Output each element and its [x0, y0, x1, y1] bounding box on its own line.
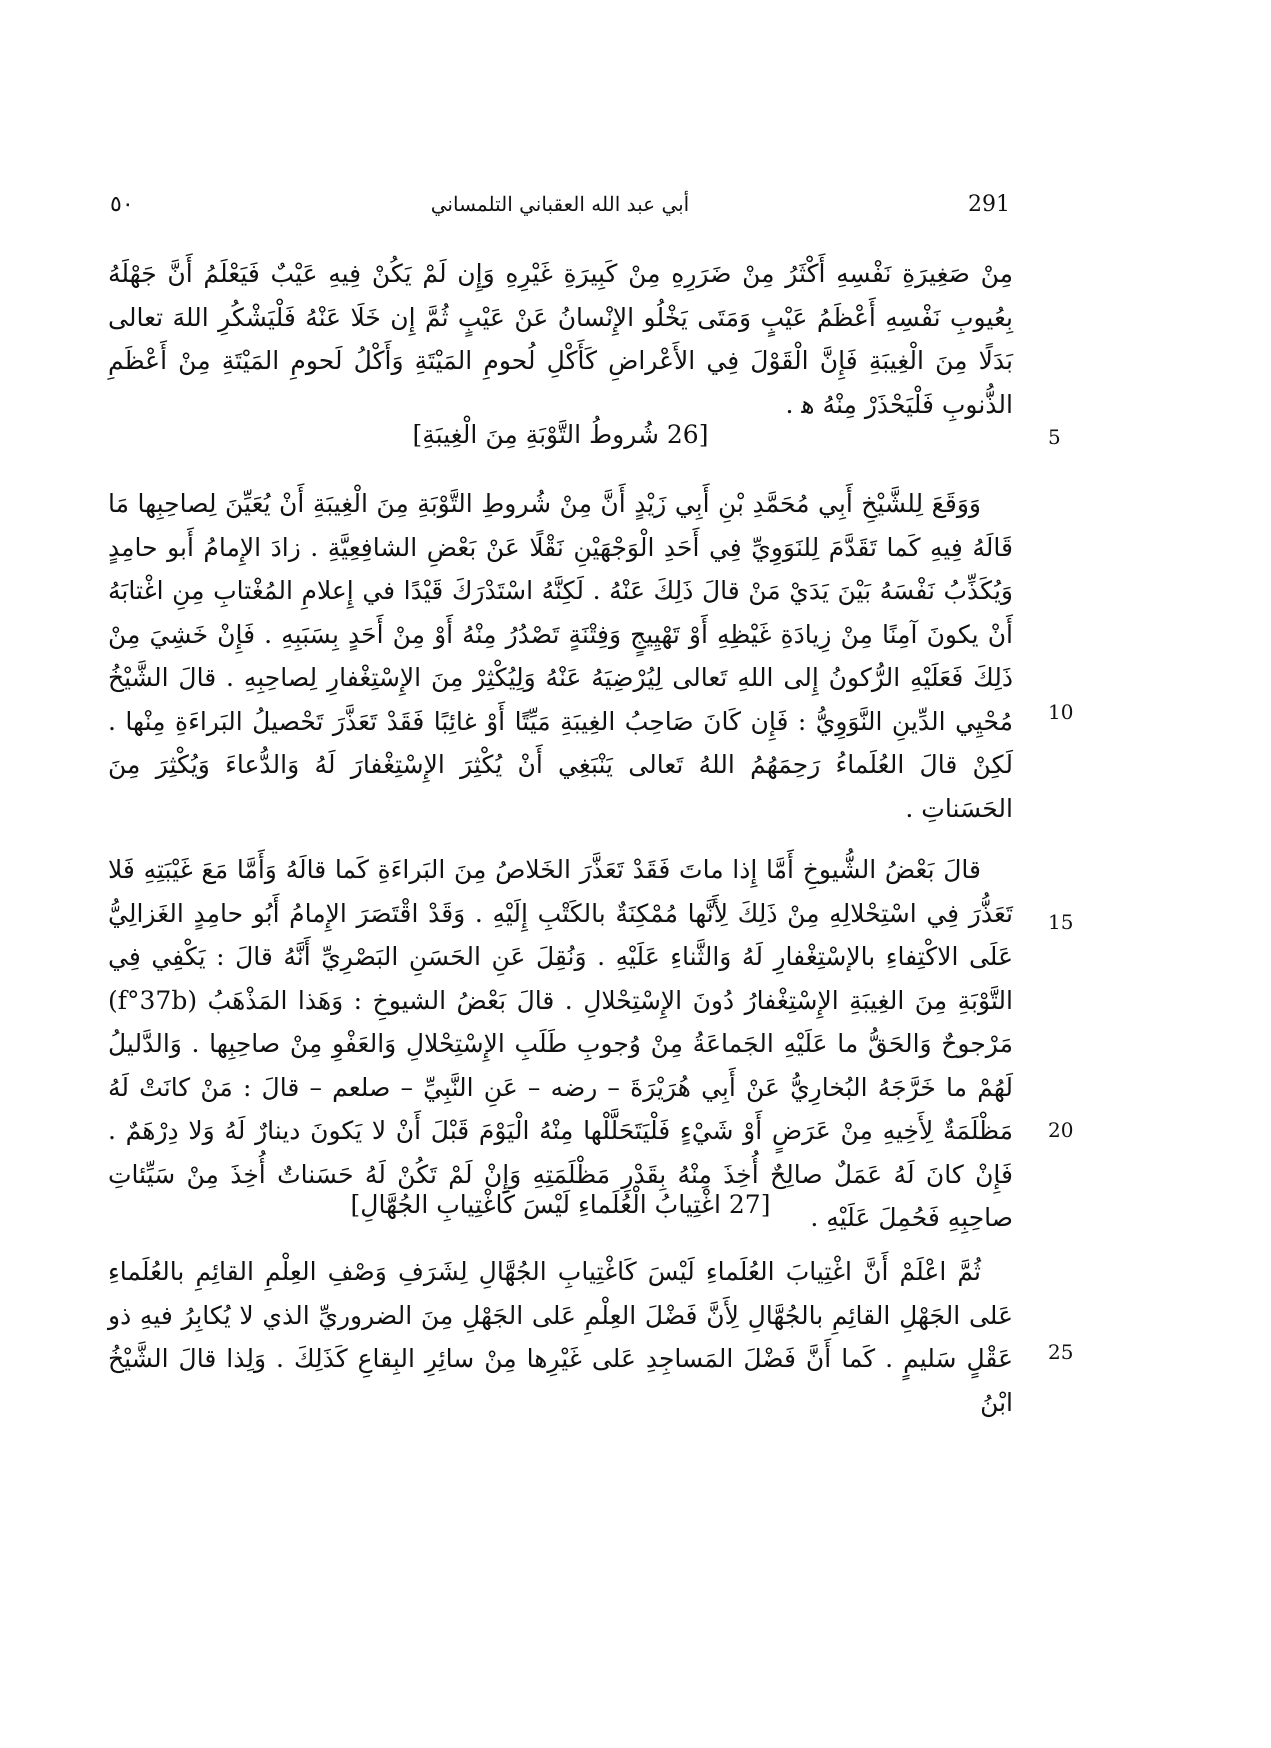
section-27-paragraph-1: ثُمَّ اعْلَمْ أَنَّ اغْتِيابَ العُلَماءِ لَيْسَ كَاغْتِيابِ الجُهَّالِ لِشَرَفِ وَصْفِ العِلْمِ القائِمِ بالعُلَماءِ عَلى الجَهْلِ القائِمِ بالجُهَّالِ لِأَنَّ فَضْلَ العِلْمِ عَلى الجَهْلِ مِنَ الضروريِّ الذي لا يُكابِرُ فيهِ ذو عَقْلٍ سَليمٍ . كَما أَنَّ فَضْلَ المَساجِدِ عَلى غَيْرِها مِنْ سائِرِ البِقاعِ كَذَلِكَ . وَلِذا قالَ الشَّيْخُ ابْنُ [108, 1257, 1013, 1417]
header-author: أبي عبد الله العقباني التلمساني [430, 192, 690, 216]
header-page-number: 291 [968, 192, 1010, 217]
line-number-10: 10 [1048, 700, 1074, 724]
line-number-15: 15 [1048, 910, 1074, 934]
section-26-paragraph-1: وَوَقَعَ لِلشَّيْخِ أَبِي مُحَمَّدِ بْنِ أَبِي زَيْدٍ أَنَّ مِنْ شُروطِ التَّوْبَةِ مِنَ الْغِيبَةِ أَنْ يُعَيِّنَ لِصاحِبِها مَا قَالَهُ فِيهِ كَما تَقَدَّمَ لِلنَوَوِيِّ فِي أَحَدِ الْوَجْهَيْنِ نَقْلًا عَنْ بَعْضِ الشافِعِيَّةِ . زادَ الإِمامُ أَبو حامِدٍ وَيُكَذِّبُ نَفْسَهُ بَيْنَ يَدَيْ مَنْ قالَ ذَلِكَ عَنْهُ . لَكِنَّهُ اسْتَدْرَكَ قَيْدًا في إِعلامِ المُغْتابِ مِنِ اغْتابَهُ أَنْ يكونَ آمِنًا مِنْ زِيادَةِ غَيْظِهِ أَوْ تَهْيِيجٍ وَفِتْنَةٍ تَصْدُرُ مِنْهُ أَوْ مِنْ أَحَدٍ بِسَبَبِهِ . فَإِنْ خَشِيَ مِنْ ذَلِكَ فَعَلَيْهِ الرُّكونُ إِلى اللهِ تَعالى لِيُرْضِيَهُ عَنْهُ وَلِيُكْثِرْ مِنَ الإِسْتِغْفارِ لِصاحِبِهِ . قالَ الشَّيْخُ مُحْيِي الدِّينِ النَّوَوِيُّ : فَإِن كَانَ صَاحِبُ الغِيبَةِ مَيِّتًا أَوْ غائِبًا فَقَدْ تَعَذَّرَ تَحْصيلُ البَراءَةِ مِنْها . لَكِنْ قالَ العُلَماءُ رَحِمَهُمُ اللهُ تَعالى يَنْبَغِي أَنْ يُكْثِرَ الإِسْتِغْفارَ لَهُ وَالدُّعاءَ وَيُكْثِرَ مِنَ الحَسَناتِ . [108, 489, 1013, 823]
section-26-body [108, 482, 1013, 1240]
line-number-20: 20 [1048, 1118, 1074, 1142]
running-header [110, 192, 1010, 232]
section-27-body [108, 1250, 1013, 1424]
section-heading-26: [26 شُروطُ التَّوْبَةِ مِنَ الْغِيبَةِ] [412, 420, 709, 449]
header-arabic-page-number: ٥٠ [110, 192, 134, 217]
line-number-25: 25 [1048, 1340, 1074, 1364]
section-26-paragraph-2: قالَ بَعْضُ الشُّيوخِ أَمَّا إِذا ماتَ فَقَدْ تَعَذَّرَ الخَلاصُ مِنَ البَراءَةِ كَما قالَهُ وَأَمَّا مَعَ غَيْبَتِهِ فَلا تَعَذُّرَ فِي اسْتِحْلالِهِ مِنْ ذَلِكَ لِأَنَّها مُمْكِنَةٌ بالكَتْبِ إِلَيْهِ . وَقَدْ اقْتَصَرَ الإِمامُ أَبُو حامِدٍ الغَزالِيُّ عَلَى الاكْتِفاءِ بالإسْتِغْفارِ لَهُ وَالثَّناءِ عَلَيْهِ . وَنُقِلَ عَنِ الحَسَنِ البَصْرِيِّ أَنَّهُ قالَ : يَكْفِي فِي التَّوْبَةِ مِنَ الغِيبَةِ الإِسْتِغْفارُ دُونَ الإِسْتِحْلالِ . قالَ بَعْضُ الشيوخِ : وَهَذا المَذْهَبُ (f°37b) مَرْجوحٌ وَالحَقُّ ما عَلَيْهِ الجَماعَةُ مِنْ وُجوبِ طَلَبِ الإِسْتِحْلالِ وَالعَفْوِ مِنْ صاحِبِها . وَالدَّليلُ لَهُمْ ما خَرَّجَهُ البُخارِيُّ عَنْ أَبِي هُرَيْرَةَ – رضه – عَنِ النَّبِيِّ – صلعم – قالَ : مَنْ كانَتْ لَهُ مَظْلَمَةٌ لِأَخِيهِ مِنْ عَرَضٍ أَوْ شَيْءٍ فَلْيَتَحَلَّلْها مِنْهُ الْيَوْمَ قَبْلَ أَنْ لا يَكونَ دينارٌ لَهُ وَلا دِرْهَمٌ . فَإِنْ كانَ لَهُ عَمَلٌ صالِحٌ أُخِذَ مِنْهُ بِقَدْرِ مَظْلَمَتِهِ وَإِنْ لَمْ تَكُنْ لَهُ حَسَناتٌ أُخِذَ مِنْ سَيِّئاتِ صاحِبِهِ فَحُمِلَ عَلَيْهِ . [108, 855, 1013, 1232]
section-heading-27: [27 اغْتِيابُ الْعُلَماءِ لَيْسَ كَاغْتِيابِ الجُهَّالِ] [350, 1190, 771, 1219]
intro-paragraph: مِنْ صَغِيرَةِ نَفْسِهِ أَكْثَرُ مِنْ ضَرَرِهِ مِنْ كَبِيرَةِ غَيْرِهِ وَإِن لَمْ يَكُنْ فِيهِ عَيْبٌ فَيَعْلَمُ أَنَّ جَهْلَهُ بِعُيوبِ نَفْسِهِ أَعْظَمُ عَيْبٍ وَمَتَى يَخْلُو الإِنْسانُ عَنْ عَيْبٍ ثُمَّ إِن خَلَا عَنْهُ فَلْيَشْكُرِ اللهَ تعالى بَدَلًا مِنَ الْغِيبَةِ فَإِنَّ الْقَوْلَ فِي الأَعْراضِ كَأَكْلِ لُحومِ المَيْتَةِ وَأَكْلُ لَحومِ المَيْتَةِ مِنْ أَعْظَمِ الذُّنوبِ فَلْيَحْذَرْ مِنْهُ ﻫ . [108, 259, 1013, 419]
line-number-5: 5 [1048, 425, 1061, 449]
